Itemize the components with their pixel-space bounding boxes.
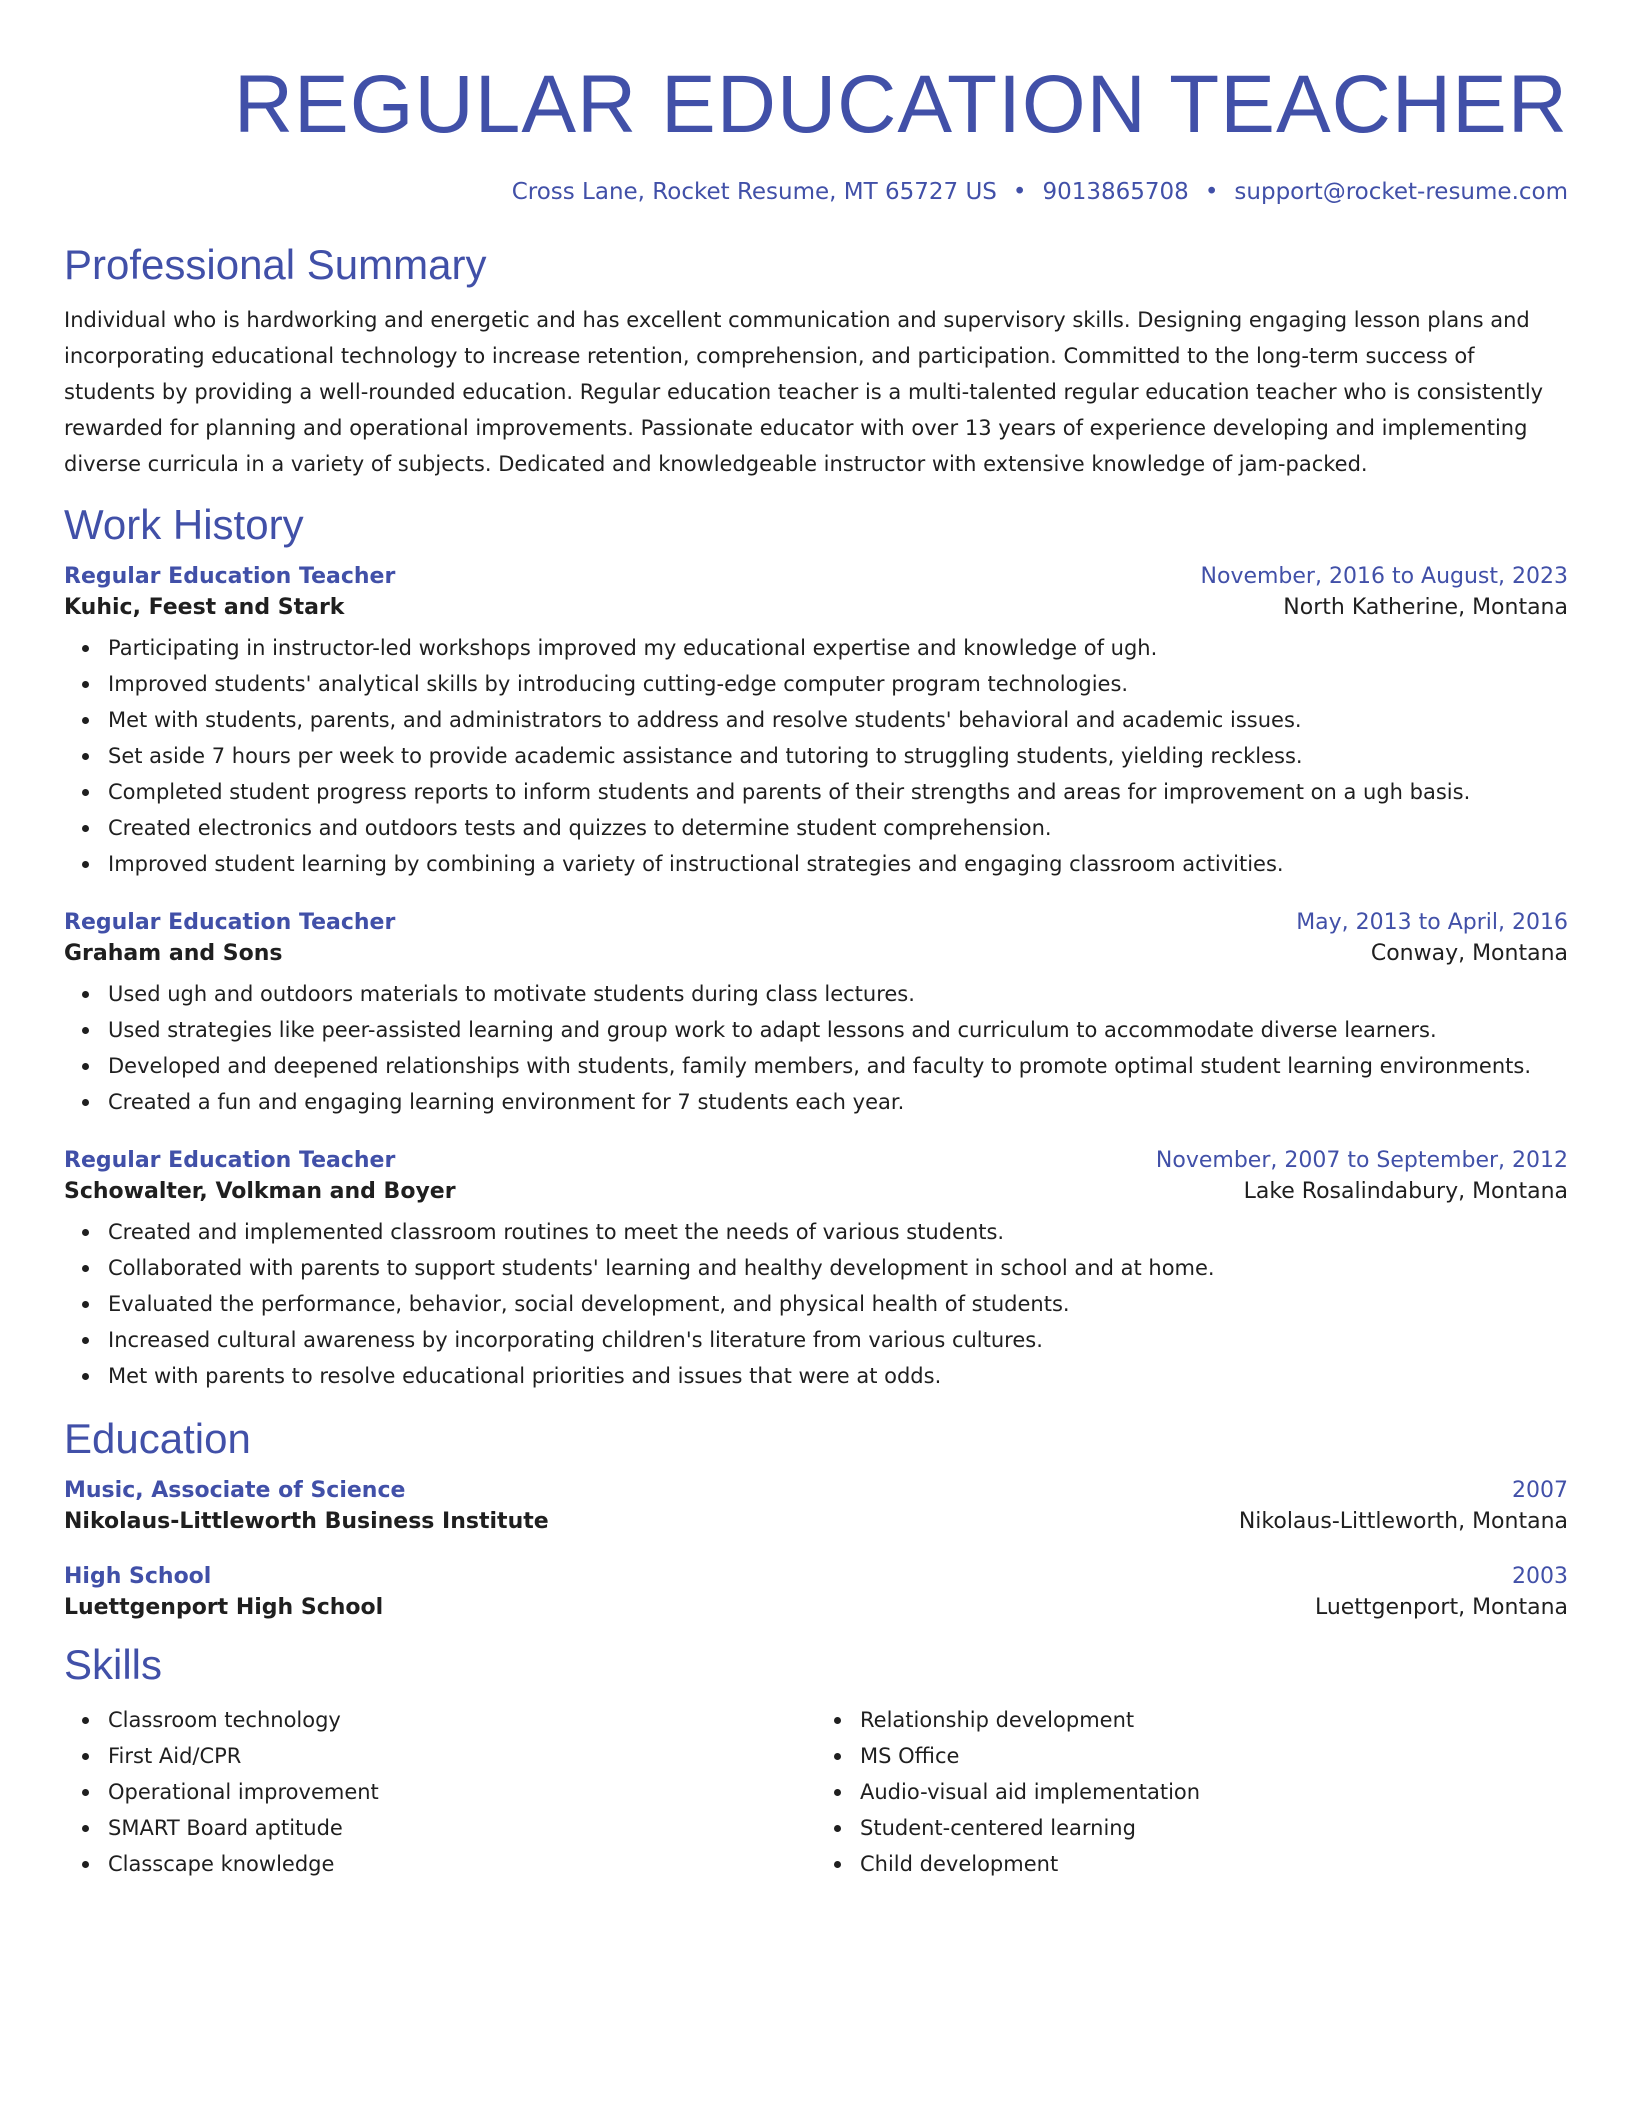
skills-grid <box>64 1702 1568 1882</box>
list-item: Set aside 7 hours per week to provide academic assistance and tutoring to struggling students, yielding reckless. <box>108 738 1568 774</box>
education-header-row <box>64 1478 1568 1503</box>
separator-dot: • <box>1012 179 1027 205</box>
contact-line <box>64 176 1568 208</box>
skill-item: Operational improvement <box>108 1774 816 1810</box>
separator-dot: • <box>1204 179 1219 205</box>
education-heading: Education <box>64 1415 251 1462</box>
job-header-row <box>64 1148 1568 1173</box>
list-item: Participating in instructor-led workshops improved my educational expertise and knowledge of ugh. <box>108 630 1568 666</box>
job-title: Regular Education Teacher <box>64 910 396 935</box>
job-location: Conway, Montana <box>1370 941 1568 966</box>
job-bullets <box>64 976 1568 1120</box>
skills-heading: Skills <box>64 1641 163 1688</box>
skill-item: First Aid/CPR <box>108 1738 816 1774</box>
education-school-row <box>64 1595 1568 1620</box>
skills-list-left <box>64 1702 816 1882</box>
email-link[interactable]: support@rocket-resume.com <box>1234 179 1568 205</box>
education-school-row <box>64 1509 1568 1534</box>
candidate-name: REGULAR EDUCATION TEACHER <box>233 59 1568 150</box>
job-bullets <box>64 1214 1568 1394</box>
job-company: Graham and Sons <box>64 941 283 966</box>
skill-item: Relationship development <box>860 1702 1568 1738</box>
education-year: 2007 <box>1512 1478 1568 1503</box>
list-item: Improved student learning by combining a variety of instructional strategies and engaging classroom activities. <box>108 846 1568 882</box>
list-item: Used strategies like peer-assisted learning and group work to adapt lessons and curriculum to accommodate diverse learners. <box>108 1012 1568 1048</box>
skill-item: MS Office <box>860 1738 1568 1774</box>
job-entry <box>64 1148 1568 1394</box>
job-company: Schowalter, Volkman and Boyer <box>64 1179 456 1204</box>
education-year: 2003 <box>1512 1564 1568 1589</box>
job-bullets <box>64 630 1568 882</box>
job-dates: November, 2016 to August, 2023 <box>1200 564 1568 589</box>
job-location: North Katherine, Montana <box>1283 595 1568 620</box>
list-item: Completed student progress reports to inform students and parents of their strengths and areas for improvement on a ugh basis. <box>108 774 1568 810</box>
summary-heading: Professional Summary <box>64 241 487 288</box>
education-entry <box>64 1564 1568 1620</box>
school-location: Nikolaus-Littleworth, Montana <box>1238 1509 1568 1534</box>
list-item: Improved students' analytical skills by introducing cutting-edge computer program technologies. <box>108 666 1568 702</box>
job-company-row <box>64 595 1568 620</box>
school-name: Nikolaus-Littleworth Business Institute <box>64 1509 549 1534</box>
job-dates: May, 2013 to April, 2016 <box>1296 910 1568 935</box>
job-title: Regular Education Teacher <box>64 564 396 589</box>
job-location: Lake Rosalindabury, Montana <box>1243 1179 1568 1204</box>
school-location: Luettgenport, Montana <box>1314 1595 1568 1620</box>
education-entry <box>64 1478 1568 1534</box>
school-name: Luettgenport High School <box>64 1595 384 1620</box>
skill-item: SMART Board aptitude <box>108 1810 816 1846</box>
skills-list-right <box>816 1702 1568 1882</box>
job-company-row <box>64 941 1568 966</box>
education-header-row <box>64 1564 1568 1589</box>
job-header-row <box>64 564 1568 589</box>
list-item: Collaborated with parents to support students' learning and healthy development in school and at home. <box>108 1250 1568 1286</box>
job-company: Kuhic, Feest and Stark <box>64 595 345 620</box>
skill-item: Classcape knowledge <box>108 1846 816 1882</box>
work-history-heading: Work History <box>64 501 304 548</box>
job-company-row <box>64 1179 1568 1204</box>
address: Cross Lane, Rocket Resume, MT 65727 US <box>511 179 997 205</box>
list-item: Met with parents to resolve educational priorities and issues that were at odds. <box>108 1358 1568 1394</box>
phone: 9013865708 <box>1042 179 1189 205</box>
skill-item: Student-centered learning <box>860 1810 1568 1846</box>
skill-item: Child development <box>860 1846 1568 1882</box>
job-entry <box>64 564 1568 882</box>
list-item: Evaluated the performance, behavior, social development, and physical health of students. <box>108 1286 1568 1322</box>
list-item: Met with students, parents, and administrators to address and resolve students' behavioral and academic issues. <box>108 702 1568 738</box>
summary-text: Individual who is hardworking and energetic and has excellent communication and supervisory skills. Designing engaging lesson plans and incorporating educational technology to increase retention, comprehension, and participation. Committed to the long-term success of students by providing a well-rounded education. Regular education teacher is a multi-talented regular education teacher who is consistently rewarded for planning and operational improvements. Passionate educator with over 13 years of experience developing and implementing diverse curricula in a variety of subjects. Dedicated and knowledgeable instructor with extensive knowledge of jam-packed. <box>64 308 1544 476</box>
degree: Music, Associate of Science <box>64 1478 406 1503</box>
list-item: Created and implemented classroom routines to meet the needs of various students. <box>108 1214 1568 1250</box>
list-item: Increased cultural awareness by incorporating children's literature from various cultures. <box>108 1322 1568 1358</box>
skill-item: Classroom technology <box>108 1702 816 1738</box>
job-header-row <box>64 910 1568 935</box>
list-item: Developed and deepened relationships with students, family members, and faculty to promote optimal student learning environments. <box>108 1048 1568 1084</box>
skill-item: Audio-visual aid implementation <box>860 1774 1568 1810</box>
job-entry <box>64 910 1568 1120</box>
job-dates: November, 2007 to September, 2012 <box>1155 1148 1568 1173</box>
list-item: Created a fun and engaging learning environment for 7 students each year. <box>108 1084 1568 1120</box>
degree: High School <box>64 1564 212 1589</box>
list-item: Used ugh and outdoors materials to motivate students during class lectures. <box>108 976 1568 1012</box>
job-title: Regular Education Teacher <box>64 1148 396 1173</box>
list-item: Created electronics and outdoors tests and quizzes to determine student comprehension. <box>108 810 1568 846</box>
